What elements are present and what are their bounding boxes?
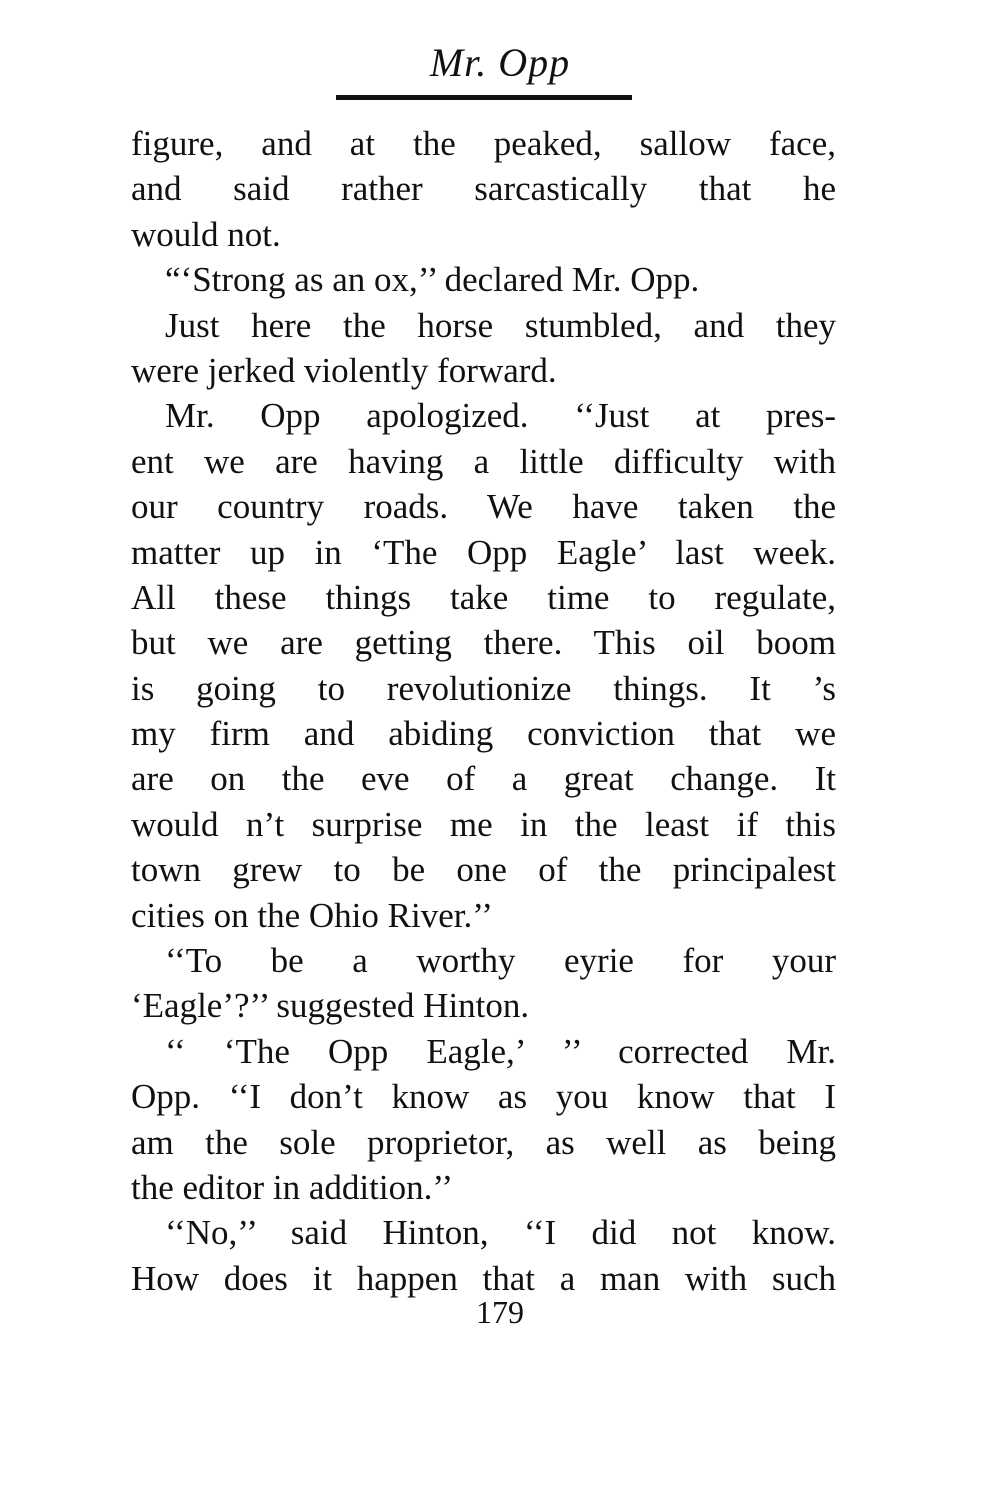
header-rule <box>336 95 632 100</box>
running-head-title: Mr. Opp <box>429 40 571 85</box>
text-line: would n’t surprise me in the least if this <box>131 804 836 844</box>
text-line: ‘‘ ‘The Opp Eagle,’ ’’ corrected Mr. <box>165 1031 836 1071</box>
text-line: the editor in addition.’’ <box>131 1167 454 1207</box>
text-line: ‘Eagle’?’’ suggested Hinton. <box>131 986 530 1026</box>
body-text <box>131 121 836 1301</box>
text-line: Opp. ‘‘I don’t know as you know that I <box>131 1077 836 1117</box>
text-line: Mr. Opp apologized. ‘‘Just at pres- <box>165 396 836 436</box>
text-line: is going to revolutionize things. It ’s <box>131 668 836 708</box>
text-line: ‘‘No,’’ said Hinton, ‘‘I did not know. <box>165 1213 836 1253</box>
text-line: cities on the Ohio River.’’ <box>131 895 493 935</box>
text-line: am the sole proprietor, as well as being <box>131 1122 836 1162</box>
text-line: All these things take time to regulate, <box>131 577 836 617</box>
text-line: and said rather sarcastically that he <box>131 169 836 209</box>
text-line: but we are getting there. This oil boom <box>131 623 836 663</box>
page-number: 179 <box>476 1294 524 1330</box>
text-line: Just here the horse stumbled, and they <box>165 305 836 345</box>
text-line: my firm and abiding conviction that we <box>131 714 836 754</box>
text-line: town grew to be one of the principalest <box>131 850 836 890</box>
text-line: “‘Strong as an ox,’’ declared Mr. Opp. <box>165 260 700 300</box>
text-line: ent we are having a little difficulty with <box>131 441 836 481</box>
text-line: figure, and at the peaked, sallow face, <box>131 124 836 163</box>
text-line: matter up in ‘The Opp Eagle’ last week. <box>131 532 836 572</box>
text-line: How does it happen that a man with such <box>131 1258 836 1298</box>
text-line: ‘‘To be a worthy eyrie for your <box>165 941 836 981</box>
text-line: would not. <box>131 214 281 254</box>
text-line: our country roads. We have taken the <box>131 487 836 527</box>
text-line: are on the eve of a great change. It <box>131 759 836 799</box>
text-line: were jerked violently forward. <box>131 350 557 390</box>
